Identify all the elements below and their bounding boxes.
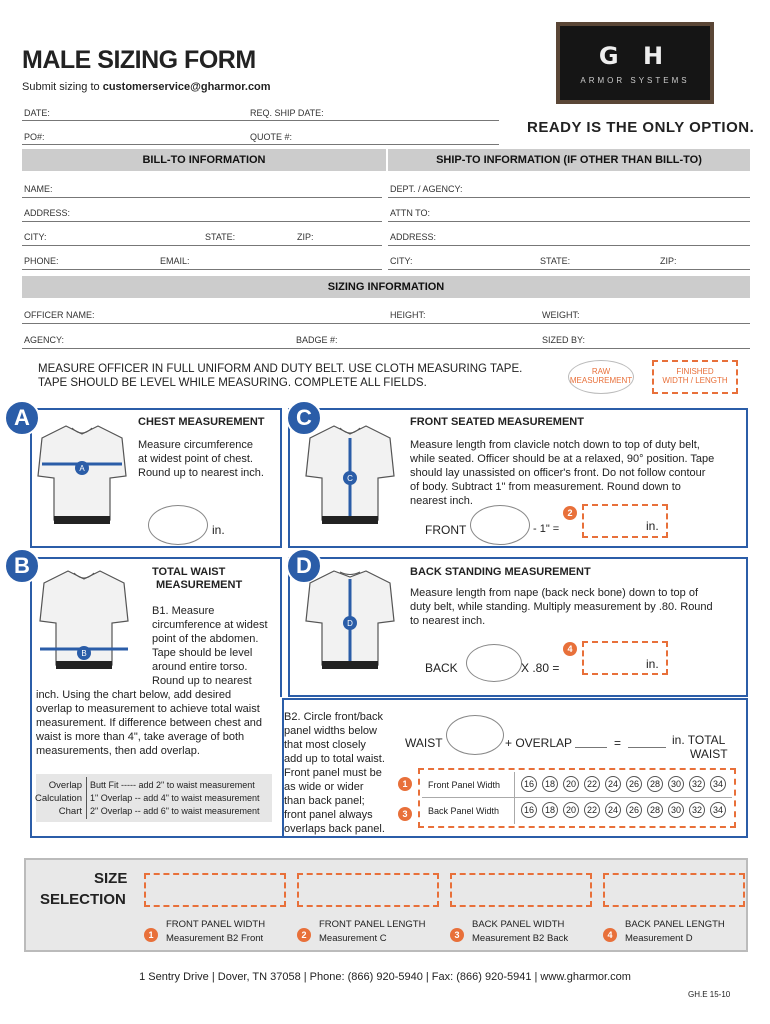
size-box-1[interactable]	[144, 873, 286, 907]
front-minus: - 1" =	[533, 523, 560, 535]
attn-line[interactable]	[388, 221, 750, 222]
front-panel-size-30[interactable]: 30	[668, 776, 684, 792]
back-num: 4	[563, 642, 577, 656]
b2-line6: as wide or wider	[284, 781, 364, 793]
size-sublabel-4: Measurement D	[625, 933, 693, 944]
ship-address-label: ADDRESS:	[390, 232, 437, 242]
back-panel-size-32[interactable]: 32	[689, 802, 705, 818]
front-panel-label: Front Panel Width	[428, 780, 501, 790]
front-panel-size-20[interactable]: 20	[563, 776, 579, 792]
equals: =	[614, 736, 622, 750]
overlap-row-2: 1" Overlap -- add 4" to waist measurement	[90, 793, 260, 803]
back-panel-size-34[interactable]: 34	[710, 802, 726, 818]
b2-line2: panel widths below	[284, 725, 377, 737]
overlap-input[interactable]	[575, 747, 607, 748]
front-seated-title: FRONT SEATED MEASUREMENT	[410, 416, 584, 428]
back-panel-size-22[interactable]: 22	[584, 802, 600, 818]
front-panel-size-18[interactable]: 18	[542, 776, 558, 792]
b-line2: circumference at widest	[152, 619, 268, 631]
name-label: NAME:	[24, 184, 53, 194]
shirt-c-image	[300, 420, 400, 530]
tagline: READY IS THE ONLY OPTION.	[527, 119, 755, 136]
city-line[interactable]	[22, 245, 382, 246]
letter-d-badge: D	[286, 548, 322, 584]
chest-unit: in.	[212, 523, 225, 537]
logo-letters: G H	[598, 41, 672, 70]
submit-line	[22, 81, 271, 93]
size-sublabel-1: Measurement B2 Front	[166, 933, 264, 944]
state-label: STATE:	[205, 232, 236, 242]
logo-subtitle: ARMOR SYSTEMS	[580, 75, 690, 85]
size-label-2: FRONT PANEL LENGTH	[319, 919, 426, 930]
size-box-4[interactable]	[603, 873, 745, 907]
waist-title-2: MEASUREMENT	[156, 579, 243, 591]
shirt-d-letter: D	[347, 619, 353, 628]
letter-b-badge: B	[4, 548, 40, 584]
overlap-label-3: Chart	[58, 806, 82, 817]
front-panel-size-32[interactable]: 32	[689, 776, 705, 792]
size-label-3: BACK PANEL WIDTH	[472, 919, 565, 930]
address-line[interactable]	[22, 221, 382, 222]
waist-title-1: TOTAL WAIST	[152, 566, 226, 578]
zip-label: ZIP:	[297, 232, 314, 242]
address-label: ADDRESS:	[24, 208, 71, 218]
b-wide3: measurement. If difference between chest and	[36, 717, 263, 729]
waist-label: WAIST	[405, 736, 443, 750]
b2-line8: front panel always	[284, 809, 373, 821]
back-panel-size-28[interactable]: 28	[647, 802, 663, 818]
size-num-1: 1	[144, 928, 158, 942]
weight-label: WEIGHT:	[542, 310, 580, 320]
po-line[interactable]	[22, 144, 499, 145]
b-wide4: waist is more than 4", take average of both	[36, 731, 245, 743]
agency-line[interactable]	[22, 348, 750, 349]
back-panel-size-30[interactable]: 30	[668, 802, 684, 818]
panel-divider-v	[514, 772, 515, 824]
b2-line1: B2. Circle front/back	[284, 711, 384, 723]
size-num-2: 2	[297, 928, 311, 942]
size-sublabel-2: Measurement C	[319, 933, 387, 944]
total-label-1: in. TOTAL	[672, 733, 726, 747]
front-label: FRONT	[425, 523, 467, 537]
ship-zip-label: ZIP:	[660, 256, 677, 266]
b-line6: Round up to nearest	[152, 675, 252, 687]
front-panel-size-28[interactable]: 28	[647, 776, 663, 792]
chest-input[interactable]	[148, 505, 208, 545]
d-line3: to nearest inch.	[410, 615, 486, 627]
front-panel-size-26[interactable]: 26	[626, 776, 642, 792]
shirt-b-image	[34, 565, 134, 675]
waist-input[interactable]	[446, 715, 504, 755]
overlap-label-1: Overlap	[48, 780, 82, 791]
shirt-b-letter: B	[81, 649, 87, 658]
front-panel-size-24[interactable]: 24	[605, 776, 621, 792]
b2-line7: than back panel;	[284, 795, 365, 807]
back-panel-size-26[interactable]: 26	[626, 802, 642, 818]
b-wide1: inch. Using the chart below, add desired	[36, 689, 232, 701]
front-panel-size-22[interactable]: 22	[584, 776, 600, 792]
front-panel-size-16[interactable]: 16	[521, 776, 537, 792]
form-id: GH.E 15-10	[688, 990, 731, 999]
c-line3: should lay unassisted on officer's front. Do not follow contour	[410, 467, 706, 479]
b-line1: B1. Measure	[152, 605, 215, 617]
back-panel-num: 3	[398, 807, 412, 821]
front-unit: in.	[646, 519, 659, 533]
officer-line[interactable]	[22, 323, 750, 324]
size-box-2[interactable]	[297, 873, 439, 907]
back-panel-size-20[interactable]: 20	[563, 802, 579, 818]
req-ship-label: REQ. SHIP DATE:	[250, 108, 324, 118]
front-raw-input[interactable]	[470, 505, 530, 545]
attn-label: ATTN TO:	[390, 208, 431, 218]
email-label: EMAIL:	[160, 256, 190, 266]
back-panel-size-16[interactable]: 16	[521, 802, 537, 818]
c-line4: of body. Subtract 1" from measurement. Round down to	[410, 481, 681, 493]
back-standing-title: BACK STANDING MEASUREMENT	[410, 566, 591, 578]
po-label: PO#:	[24, 132, 45, 142]
b-wide2: overlap to measurement to achieve total waist	[36, 703, 260, 715]
back-raw-input[interactable]	[466, 644, 522, 682]
phone-line[interactable]	[22, 269, 382, 270]
page-title: MALE SIZING FORM	[22, 46, 256, 74]
sized-by-label: SIZED BY:	[542, 335, 586, 345]
date-label: DATE:	[24, 108, 50, 118]
b-line3: point of the abdomen.	[152, 633, 259, 645]
chest-line1: Measure circumference	[138, 439, 253, 451]
chest-line3: Round up to nearest inch.	[138, 467, 264, 479]
phone-label: PHONE:	[24, 256, 59, 266]
back-mult: X .80 =	[521, 661, 560, 675]
height-label: HEIGHT:	[390, 310, 426, 320]
b2-line5: Front panel must be	[284, 767, 382, 779]
bill-to-header: BILL-TO INFORMATION	[22, 149, 386, 171]
footer-text: 1 Sentry Drive | Dover, TN 37058 | Phone: (866) 920-5940 | Fax: (866) 920-5941 | www.gharmor.com	[139, 971, 631, 983]
shirt-a-image	[34, 420, 130, 530]
legend-raw-2: MEASUREMENT	[569, 376, 633, 385]
date-line[interactable]	[22, 120, 499, 121]
legend-fin-1: FINISHED	[676, 367, 714, 376]
total-waist-input[interactable]	[628, 747, 666, 748]
b2-line3: that most closely	[284, 739, 366, 751]
c-line2: while seated. Officer should be at a relaxed, 90° position. Tape	[410, 453, 715, 465]
size-num-4: 4	[603, 928, 617, 942]
c-line1: Measure length from clavicle notch down to top of duty belt,	[410, 439, 700, 451]
legend-raw-1: RAW	[591, 367, 611, 376]
front-panel-num: 1	[398, 777, 412, 791]
front-num: 2	[563, 506, 577, 520]
total-label-2: WAIST	[690, 747, 728, 761]
b-line4: Tape should be level	[152, 647, 253, 659]
back-panel-size-18[interactable]: 18	[542, 802, 558, 818]
letter-c-badge: C	[286, 400, 322, 436]
logo	[556, 22, 714, 104]
size-title-2: SELECTION	[40, 891, 126, 908]
shirt-c-letter: C	[347, 474, 353, 483]
panel-divider-h	[422, 797, 732, 798]
front-panel-size-34[interactable]: 34	[710, 776, 726, 792]
b2-line4: add up to total waist.	[284, 753, 385, 765]
back-panel-label: Back Panel Width	[428, 806, 500, 816]
legend-fin-2: WIDTH / LENGTH	[662, 376, 728, 385]
back-unit: in.	[646, 657, 659, 671]
submit-prefix: Submit sizing to	[22, 81, 103, 93]
shirt-d-image	[300, 565, 400, 675]
dept-line[interactable]	[388, 197, 750, 198]
legend-raw	[568, 360, 634, 394]
overlap-label-2: Calculation	[35, 793, 82, 804]
badge-label: BADGE #:	[296, 335, 338, 345]
instructions-line1: MEASURE OFFICER IN FULL UNIFORM AND DUTY BELT. USE CLOTH MEASURING TAPE.	[38, 363, 523, 375]
size-label-4: BACK PANEL LENGTH	[625, 919, 725, 930]
quote-label: QUOTE #:	[250, 132, 293, 142]
b-line5: around entire torso.	[152, 661, 248, 673]
size-num-3: 3	[450, 928, 464, 942]
size-sublabel-3: Measurement B2 Back	[472, 933, 569, 944]
chest-line2: at widest point of chest.	[138, 453, 253, 465]
size-label-1: FRONT PANEL WIDTH	[166, 919, 266, 930]
letter-a-badge: A	[4, 400, 40, 436]
dept-label: DEPT. / AGENCY:	[390, 184, 463, 194]
overlap-row-1: Butt Fit ----- add 2" to waist measurement	[90, 780, 255, 790]
size-title-1: SIZE	[94, 870, 128, 887]
instructions-line2: TAPE SHOULD BE LEVEL WHILE MEASURING. COMPLETE ALL FIELDS.	[38, 377, 427, 389]
ship-city-line[interactable]	[388, 269, 750, 270]
size-box-3[interactable]	[450, 873, 592, 907]
name-line[interactable]	[22, 197, 382, 198]
ship-city-label: CITY:	[390, 256, 413, 266]
panel-width-table	[418, 768, 736, 828]
sizing-header: SIZING INFORMATION	[22, 276, 750, 298]
agency-label: AGENCY:	[24, 335, 65, 345]
shirt-a-letter: A	[79, 464, 85, 473]
c-line5: nearest inch.	[410, 495, 473, 507]
overlap-plus-label: + OVERLAP	[505, 736, 573, 750]
legend-finished	[652, 360, 738, 394]
ship-address-line[interactable]	[388, 245, 750, 246]
d-line2: duty belt, while standing. Multiply measurement by .80. Round	[410, 601, 713, 613]
b-wide5: measurements, then add overlap.	[36, 745, 200, 757]
ship-state-label: STATE:	[540, 256, 571, 266]
city-label: CITY:	[24, 232, 47, 242]
back-panel-size-24[interactable]: 24	[605, 802, 621, 818]
b2-line9: overlaps back panel.	[284, 823, 385, 835]
ship-to-header: SHIP-TO INFORMATION (IF OTHER THAN BILL-TO)	[388, 149, 750, 171]
d-line1: Measure length from nape (back neck bone) down to top of	[410, 587, 699, 599]
submit-email[interactable]: customerservice@gharmor.com	[102, 81, 271, 93]
back-label: BACK	[425, 661, 458, 675]
officer-label: OFFICER NAME:	[24, 310, 95, 320]
overlap-row-3: 2" Overlap -- add 6" to waist measurement	[90, 806, 260, 816]
chest-title: CHEST MEASUREMENT	[138, 416, 265, 428]
b-connector	[30, 697, 284, 838]
